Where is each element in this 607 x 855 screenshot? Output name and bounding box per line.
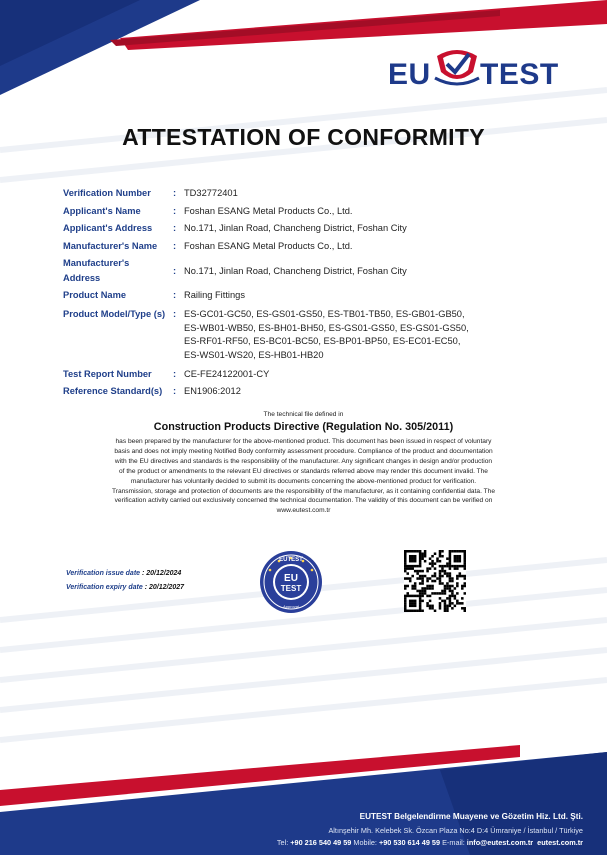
field-label: Product Name <box>63 290 127 300</box>
seal-bottom-text: Approval <box>283 604 299 609</box>
field-colon: : <box>173 369 177 379</box>
field-label: Test Report Number <box>63 369 152 379</box>
field-value-line: ES-WS01-WS20, ES-HB01-HB20 <box>184 349 324 360</box>
field-colon: : <box>173 188 177 198</box>
body-line: has been prepared by the manufacturer for the above-mentioned product. This document has been issued in respect of voluntary <box>115 438 492 445</box>
field-label: Applicant's Address <box>63 223 153 233</box>
field-label-line1: Manufacturer's <box>63 258 130 268</box>
issue-date-value: : 20/12/2024 <box>142 570 182 577</box>
email-value[interactable]: info@eutest.com.tr <box>466 838 534 847</box>
field-value-line: ES-RF01-RF50, ES-BC01-BC50, ES-BP01-BP50, ES-EC01-EC50, <box>184 336 461 346</box>
field-label: Manufacturer's Name <box>63 241 158 251</box>
body-line: Transmission, storage and protection of documents are the responsibility of the manufacturer, as it containing confidential data. The <box>111 487 496 495</box>
field-label: Applicant's Name <box>63 206 141 216</box>
email-label: E-mail: <box>442 838 465 847</box>
qr-code[interactable] <box>404 550 466 612</box>
field-value: No.171, Jinlan Road, Chancheng District, Foshan City <box>184 223 407 233</box>
issue-date <box>66 567 181 580</box>
website-link[interactable]: eutest.com.tr <box>537 838 583 847</box>
field-value: Railing Fittings <box>184 290 245 300</box>
body-line: verification activity carried out exclusively concerned the technical documentation. The validity of this document can be verified on <box>114 497 493 505</box>
field-label-line2: Address <box>63 273 101 283</box>
field-value-line: ES-WB01-WB50, ES-BH01-BH50, ES-GS01-GS50, ES-GS01-GS50, <box>184 322 469 333</box>
field-value: Foshan ESANG Metal Products Co., Ltd. <box>184 241 353 251</box>
issue-date-label: Verification issue date <box>66 570 141 577</box>
footer-contact <box>277 838 583 847</box>
field-colon: : <box>173 266 177 276</box>
field-value: TD32772401 <box>184 188 238 198</box>
field-value: Foshan ESANG Metal Products Co., Ltd. <box>184 206 353 216</box>
tel-label: Tel: <box>276 838 289 847</box>
field-label: Verification Number <box>63 188 151 198</box>
field-label: Product Model/Type (s) <box>63 309 166 319</box>
body-line: with the EU directives and standards is the responsibility of the manufacturer. Any significant changes in design and/or production <box>114 457 493 465</box>
field-value: CE-FE24122001-CY <box>184 369 270 379</box>
eutest-logo <box>388 42 564 94</box>
seal-test-text: TEST <box>280 584 302 593</box>
field-colon: : <box>173 309 177 319</box>
field-colon: : <box>173 290 177 300</box>
logo-text-test: TEST <box>480 58 559 91</box>
verification-website: www.eutest.com.tr <box>276 507 331 515</box>
field-colon: : <box>173 241 177 251</box>
body-line: basis and does not imply meeting Notified Body conformity assessment procedure. Compliance of the product and documentation <box>114 447 493 455</box>
document-title: ATTESTATION OF CONFORMITY <box>122 124 485 150</box>
field-colon: : <box>173 206 177 216</box>
footer-address: Altınşehir Mh. Kelebek Sk. Özcan Plaza No:4 D:4 Ümraniye / İstanbul / Türkiye <box>328 826 583 835</box>
tel-value[interactable]: +90 216 540 49 59 <box>290 838 352 847</box>
expiry-date-value: : 20/12/2027 <box>144 584 185 591</box>
field-colon: : <box>173 223 177 233</box>
expiry-date <box>66 581 184 594</box>
logo-text-eu: EU <box>388 58 431 91</box>
eutest-seal-icon <box>259 550 323 614</box>
mobile-label: Mobile: <box>353 838 377 847</box>
expiry-date-label: Verification expiry date <box>66 584 143 591</box>
field-value: EN1906:2012 <box>184 386 241 396</box>
field-label: Reference Standard(s) <box>63 386 163 396</box>
mobile-value[interactable]: +90 530 614 49 59 <box>378 838 441 847</box>
technical-intro: The technical file defined in <box>263 411 344 418</box>
footer-company: EUTEST Belgelendirme Muayene ve Gözetim Hiz. Ltd. Şti. <box>359 812 583 821</box>
field-value-line: ES-GC01-GC50, ES-GS01-GS50, ES-TB01-TB50, ES-GB01-GB50, <box>184 309 465 319</box>
seal-eu-text: EU <box>284 573 298 584</box>
qr-code-icon <box>404 550 466 612</box>
field-colon: : <box>173 386 177 396</box>
directive-title: Construction Products Directive (Regulation No. 305/2011) <box>153 421 454 433</box>
logo-shield-icon <box>433 42 481 94</box>
field-value: No.171, Jinlan Road, Chancheng District, Foshan City <box>184 266 407 276</box>
body-line: manufacturer has voluntarily decided to submit its documents concerning the above-mentioned product for verification. <box>130 477 477 485</box>
body-line: of the product or amendments to the relevant EU directives or standards referred above may render this document invalid. The <box>119 467 488 475</box>
seal-top-text: EUTEST <box>279 557 303 563</box>
body-text <box>60 437 547 516</box>
